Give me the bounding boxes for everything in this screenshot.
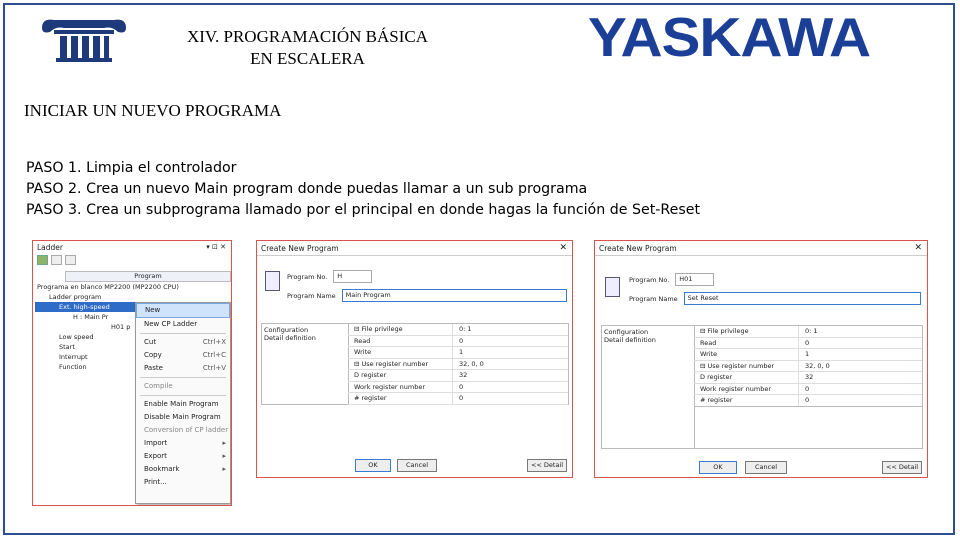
program-name-input[interactable]: Set Reset xyxy=(684,292,921,305)
dialog-title: Create New Program xyxy=(261,243,339,253)
category-configuration[interactable]: Configuration xyxy=(604,328,649,336)
program-no-field xyxy=(287,270,372,283)
context-menu xyxy=(135,302,231,504)
category-detail-definition[interactable]: Detail definition xyxy=(604,336,656,344)
program-icon xyxy=(605,277,620,297)
properties-grid xyxy=(601,325,923,449)
tree-row[interactable]: H01 p xyxy=(111,323,131,331)
menu-item-enable-main[interactable]: Enable Main Program xyxy=(144,400,219,408)
cancel-button[interactable]: Cancel xyxy=(745,461,787,474)
steps-list xyxy=(26,158,700,221)
ladder-title-bar xyxy=(33,241,231,253)
step-2: PASO 2. Crea un nuevo Main program donde puedas llamar a un sub programa xyxy=(26,181,588,197)
menu-item-cut[interactable]: Cut Ctrl+X xyxy=(144,338,226,346)
menu-item-bookmark[interactable]: Bookmark ▸ xyxy=(144,465,226,473)
create-subprogram-dialog xyxy=(594,240,928,478)
property-rows xyxy=(348,324,568,405)
ladder-toolbar xyxy=(33,253,231,269)
detail-button[interactable]: << Detail xyxy=(527,459,567,472)
category-configuration[interactable]: Configuration xyxy=(264,326,309,334)
property-row[interactable]: # register 0 xyxy=(694,395,922,407)
menu-divider xyxy=(140,377,226,378)
property-row[interactable]: Read 0 xyxy=(694,338,922,350)
ladder-window-controls[interactable]: ▾ ⊡ ✕ xyxy=(206,243,226,251)
property-rows xyxy=(694,326,922,407)
yaskawa-logo: YASKAWA xyxy=(588,6,871,68)
menu-item-compile[interactable]: Compile xyxy=(144,382,173,390)
menu-item-paste[interactable]: Paste Ctrl+V xyxy=(144,364,226,372)
menu-item-disable-main[interactable]: Disable Main Program xyxy=(144,413,221,421)
program-no-input[interactable]: H01 xyxy=(675,273,714,286)
property-row[interactable]: Work register number 0 xyxy=(348,382,568,394)
toolbar-icon[interactable] xyxy=(37,255,48,265)
program-no-label: Program No. xyxy=(629,275,670,284)
property-row[interactable]: ⊟ Use register number 32, 0, 0 xyxy=(694,361,922,373)
step-3: PASO 3. Crea un subprograma llamado por el principal en donde hagas la función de Set-Reset xyxy=(26,202,701,218)
property-row[interactable]: Write 1 xyxy=(348,347,568,359)
property-row[interactable]: Read 0 xyxy=(348,336,568,348)
property-row[interactable]: # register 0 xyxy=(348,393,568,405)
program-no-input[interactable]: H xyxy=(333,270,372,283)
toolbar-icon[interactable] xyxy=(51,255,62,265)
step-1: PASO 1. Limpia el controlador xyxy=(26,160,237,176)
tree-header: Program xyxy=(65,271,231,282)
description-panel xyxy=(694,406,922,447)
toolbar-icon[interactable] xyxy=(65,255,76,265)
menu-divider xyxy=(140,395,226,396)
dialog-title-bar xyxy=(595,241,927,256)
menu-item-export[interactable]: Export ▸ xyxy=(144,452,226,460)
menu-item-copy[interactable]: Copy Ctrl+C xyxy=(144,351,226,359)
tree-row[interactable]: Low speed xyxy=(59,333,94,341)
tree-row[interactable]: Interrupt xyxy=(59,353,88,361)
menu-item-import[interactable]: Import ▸ xyxy=(144,439,226,447)
close-icon[interactable]: ✕ xyxy=(914,243,922,253)
title-line-2: EN ESCALERA xyxy=(250,49,365,68)
detail-button[interactable]: << Detail xyxy=(882,461,922,474)
program-name-field xyxy=(629,292,921,305)
ladder-title: Ladder xyxy=(37,242,63,252)
program-name-field xyxy=(287,289,567,302)
section-heading: INICIAR UN NUEVO PROGRAMA xyxy=(24,101,282,120)
create-main-program-dialog xyxy=(256,240,573,478)
ladder-screenshot xyxy=(32,240,232,506)
properties-grid xyxy=(261,323,569,405)
category-list xyxy=(602,326,695,448)
program-no-field xyxy=(629,273,714,286)
cancel-button[interactable]: Cancel xyxy=(397,459,437,472)
tree-row-selected[interactable]: Ext. high-speed xyxy=(35,302,139,312)
ok-button[interactable]: OK xyxy=(699,461,737,474)
program-icon xyxy=(265,271,280,291)
property-row[interactable]: Write 1 xyxy=(694,349,922,361)
tree-row[interactable]: Ladder program xyxy=(49,293,102,301)
property-row[interactable]: ⊟ File privilege 0: 1 xyxy=(348,324,568,336)
column-logo-icon xyxy=(38,14,130,64)
category-list xyxy=(262,324,349,404)
slide-title xyxy=(150,26,465,70)
property-row[interactable]: Work register number 0 xyxy=(694,384,922,396)
program-name-input[interactable]: Main Program xyxy=(342,289,567,302)
program-no-label: Program No. xyxy=(287,272,328,281)
program-name-label: Program Name xyxy=(629,294,678,303)
program-name-label: Program Name xyxy=(287,291,336,300)
menu-item-new-cp-ladder[interactable]: New CP Ladder xyxy=(144,320,198,328)
dialog-title-bar xyxy=(257,241,572,256)
tree-row[interactable]: Programa en blanco MP2200 (MP2200 CPU) xyxy=(37,283,179,291)
category-detail-definition[interactable]: Detail definition xyxy=(264,334,316,342)
ok-button[interactable]: OK xyxy=(355,459,391,472)
dialog-title: Create New Program xyxy=(599,243,677,253)
title-line-1: XIV. PROGRAMACIÓN BÁSICA xyxy=(186,27,429,46)
menu-item-print[interactable]: Print... xyxy=(144,478,167,486)
tree-row[interactable]: Start xyxy=(59,343,75,351)
property-row[interactable]: ⊟ File privilege 0: 1 xyxy=(694,326,922,338)
menu-item-conversion[interactable]: Conversion of CP ladder xyxy=(144,426,229,434)
tree-row[interactable]: Function xyxy=(59,363,87,371)
property-row[interactable]: D register 32 xyxy=(694,372,922,384)
property-row[interactable]: ⊟ Use register number 32, 0, 0 xyxy=(348,359,568,371)
tree-row[interactable]: H : Main Pr xyxy=(73,313,109,321)
close-icon[interactable]: ✕ xyxy=(559,243,567,253)
menu-divider xyxy=(140,333,226,334)
property-row[interactable]: D register 32 xyxy=(348,370,568,382)
menu-item-new[interactable]: New xyxy=(136,303,230,318)
